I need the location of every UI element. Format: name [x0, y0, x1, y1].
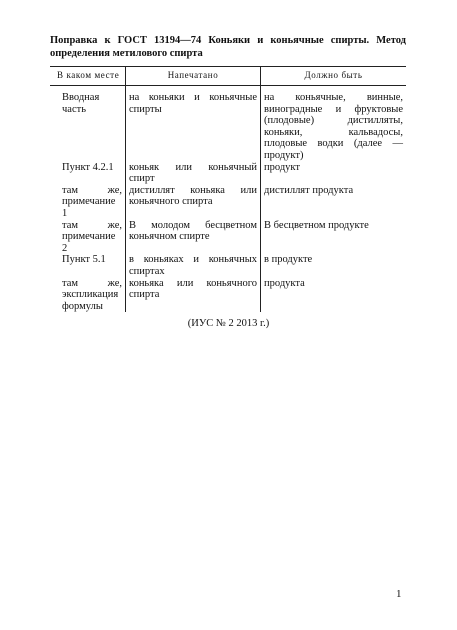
cell-printed: на коньяки и коньячные спирты [126, 86, 261, 162]
column-header-place: В каком месте [50, 67, 126, 86]
cell-place [50, 185, 126, 220]
cell-printed: В молодом бесцветном коньячном спирте [126, 220, 261, 255]
cell-place [50, 254, 126, 277]
table-row [50, 220, 406, 255]
cell-printed: коньяк или коньячный спирт [126, 162, 261, 185]
cell-place-text: Вводная часть [62, 92, 100, 115]
column-header-should-be: Должно быть [261, 67, 407, 86]
cell-place [50, 86, 126, 162]
table-row [50, 162, 406, 185]
table-row [50, 185, 406, 220]
table-row [50, 278, 406, 313]
document-title: Поправка к ГОСТ 13194—74 Коньяки и коньячные спирты. Метод определения метилового спирта [50, 35, 406, 59]
correction-table [50, 66, 406, 312]
table-row [50, 86, 406, 162]
source-reference: (ИУС № 2 2013 г.) [187, 318, 270, 329]
column-header-printed: Напечатано [126, 67, 261, 86]
cell-should-be: В бесцветном продукте [261, 220, 407, 255]
cell-place [50, 278, 126, 313]
cell-should-be: продукт [261, 162, 407, 185]
table-header-row [50, 67, 406, 86]
table-row [50, 254, 406, 277]
cell-printed: коньяка или коньячного спирта [126, 278, 261, 313]
cell-place-text: там же, примечание 1 [62, 184, 122, 219]
cell-place-text: там же, экспликация формулы [62, 277, 122, 312]
cell-place [50, 162, 126, 185]
cell-place-text: Пункт 4.2.1 [62, 161, 114, 173]
cell-should-be: дистиллят продукта [261, 185, 407, 220]
cell-should-be: продукта [261, 278, 407, 313]
cell-place [50, 220, 126, 255]
cell-printed: дистиллят коньяка или коньячного спирта [126, 185, 261, 220]
cell-place-text: там же, примечание 2 [62, 219, 122, 254]
cell-should-be: в продукте [261, 254, 407, 277]
cell-place-text: Пункт 5.1 [62, 254, 106, 266]
cell-printed: в коньяках и коньячных спиртах [126, 254, 261, 277]
cell-should-be: на коньячные, винные, виноградные и фруктовые (плодовые) дистилляты, коньяки, кальвадосы, плодовые водки (далее — продукт) [261, 86, 407, 162]
page-number: 1 [396, 588, 402, 600]
